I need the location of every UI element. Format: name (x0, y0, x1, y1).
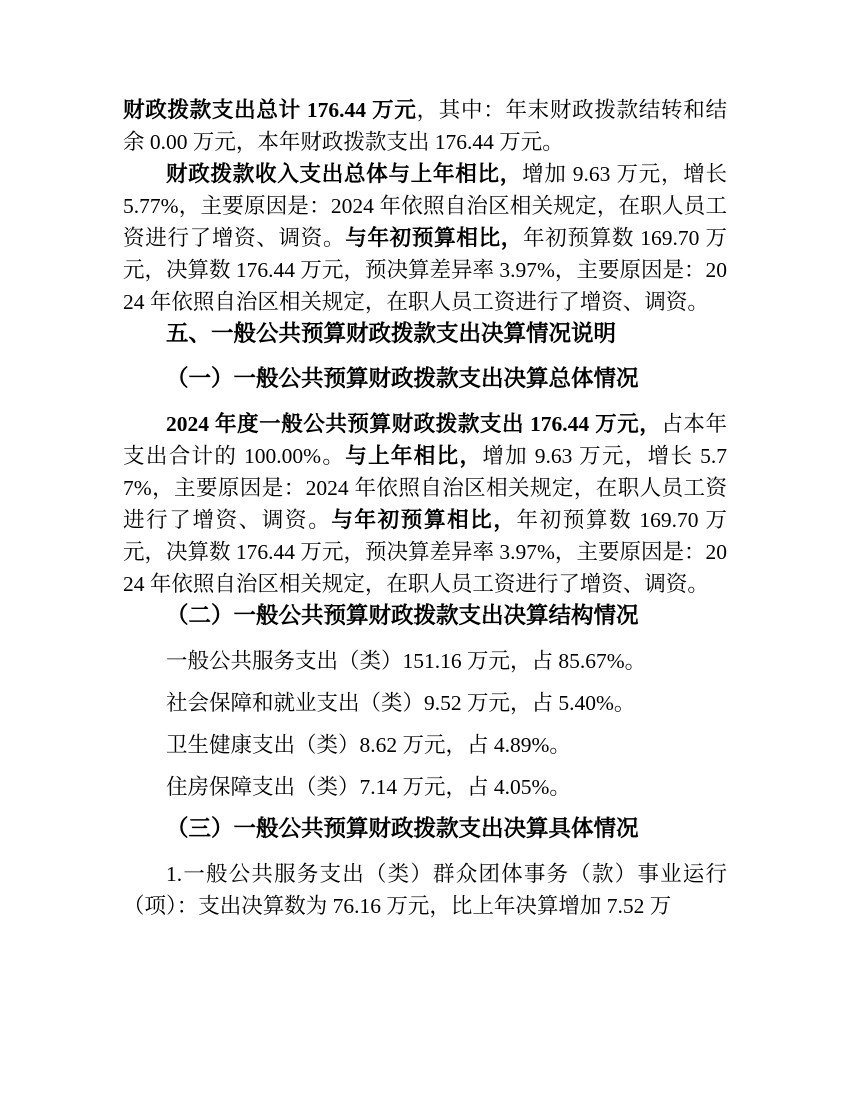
structure-item-health: 卫生健康支出（类）8.62 万元，占 4.89%。 (166, 733, 571, 757)
structure-item-social-security-employment: 社会保障和就业支出（类）9.52 万元，占 5.40%。 (166, 691, 636, 715)
para-overall-bold-mid-1: 与上年相比， (345, 444, 483, 468)
heading-5-1: （一）一般公共预算财政拨款支出决算总体情况 (166, 366, 639, 391)
para-detail-1: 1.一般公共服务支出（类）群众团体事务（款）事业运行（项）：支出决算数为 76.16 万元，比上年决算增加 7.52 万 (123, 862, 727, 918)
para-overall-text-a: 占本年支出合计的 100.00%。 (123, 412, 727, 468)
heading-5-3: （三）一般公共预算财政拨款支出决算具体情况 (166, 816, 639, 841)
structure-item-general-public-services: 一般公共服务支出（类）151.16 万元，占 85.67%。 (166, 649, 647, 673)
para-carryover-bold-lead: 财政拨款支出总计 176.44 万元 (123, 98, 417, 122)
para-overall-text-b: 增加 9.63 万元，增长 5.77%，主要原因是：2024 年依照自治区相关规定，在职人员工资进行了增资、调资。 (123, 444, 727, 532)
para-vs-prior-year (123, 158, 727, 318)
para-overall (123, 408, 727, 600)
para-carryover (123, 94, 727, 158)
para-overall-bold-lead: 2024 年度一般公共预算财政拨款支出 176.44 万元， (166, 412, 662, 436)
structure-item-housing-security: 住房保障支出（类）7.14 万元，占 4.05%。 (166, 775, 571, 799)
para-vs-prior-year-text-a: 增加 9.63 万元，增长 5.77%，主要原因是：2024 年依照自治区相关规定，在职人员工资进行了增资、调资。 (123, 162, 727, 250)
para-carryover-text: ，其中：年末财政拨款结转和结余 0.00 万元，本年财政拨款支出 176.44 万元。 (123, 98, 727, 154)
para-overall-text-c: 年初预算数 169.70 万元，决算数 176.44 万元，预决算差异率 3.97%，主要原因是：2024 年依照自治区相关规定，在职人员工资进行了增资、调资。 (123, 508, 727, 596)
para-vs-prior-year-bold-mid: 与年初预算相比， (345, 226, 524, 250)
heading-5-2: （二）一般公共预算财政拨款支出决算结构情况 (166, 603, 639, 628)
para-vs-prior-year-bold-lead: 财政拨款收入支出总体与上年相比， (166, 162, 523, 186)
para-overall-bold-mid-2: 与年初预算相比， (331, 508, 517, 532)
para-vs-prior-year-text-b: 年初预算数 169.70 万元，决算数 176.44 万元，预决算差异率 3.97%，主要原因是：2024 年依照自治区相关规定，在职人员工资进行了增资、调资。 (123, 226, 727, 314)
heading-section-5: 五、一般公共预算财政拨款支出决算情况说明 (166, 321, 617, 346)
